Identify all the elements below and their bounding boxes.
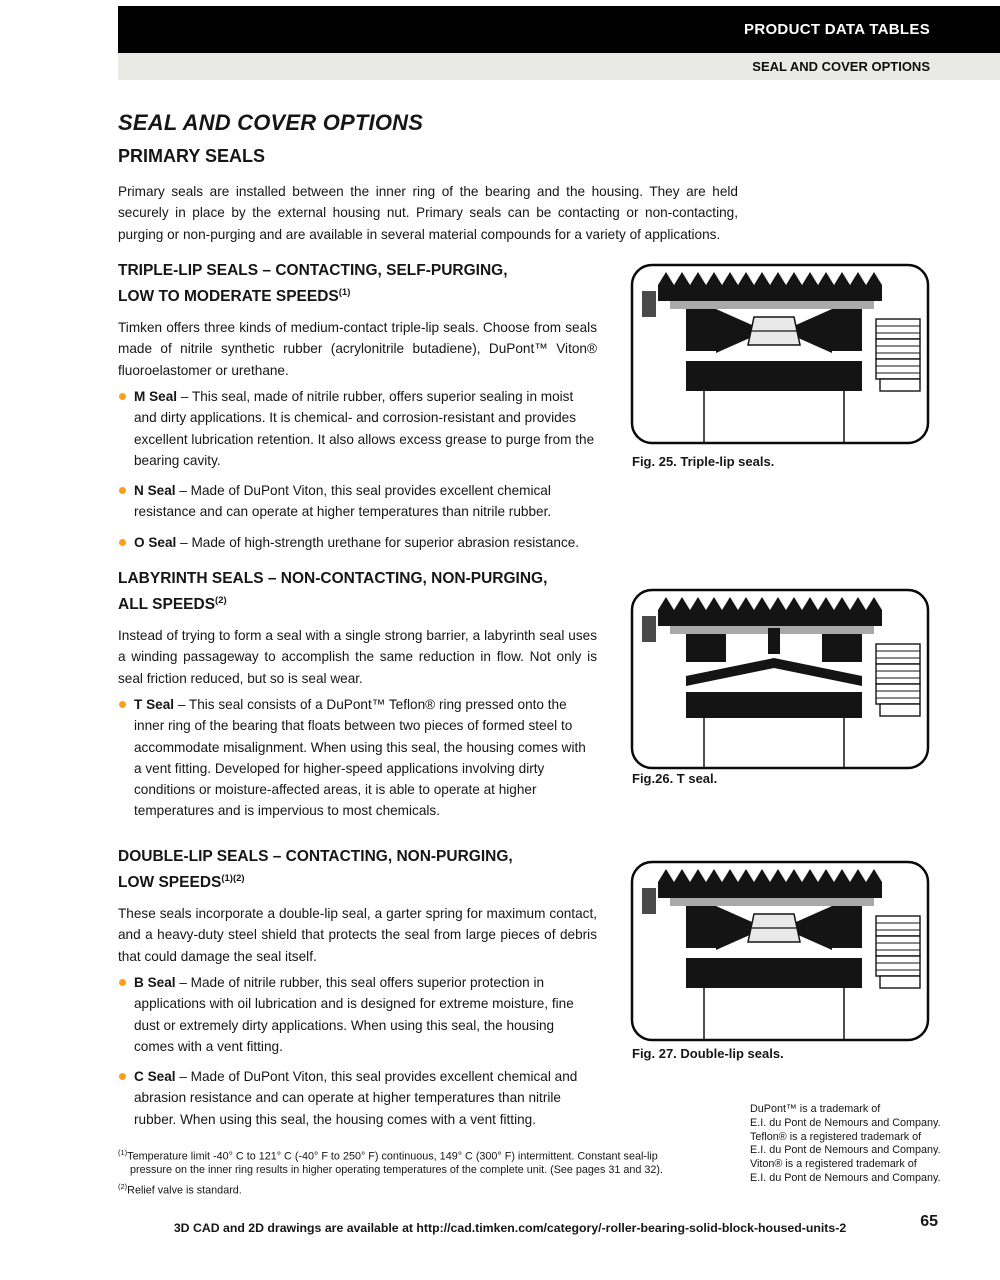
heading-line-1: DOUBLE-LIP SEALS – CONTACTING, NON-PURGING, xyxy=(118,848,513,865)
sub-header-bar xyxy=(118,53,1000,80)
footnotes xyxy=(118,1146,674,1200)
bullet-label: T Seal xyxy=(134,697,175,712)
bullet-text: – This seal consists of a DuPont™ Teflon® ring pressed onto the inner ring of the bearing that floats between two pieces of formed steel to accommodate misalignment. When using this seal, the housing comes with a vent fitting. Developed for higher-speed applications involving dirty conditions or moisture-affected areas, it is able to operate at higher temperatures and is impervious to most chemicals. xyxy=(134,697,586,819)
bullet-text: – This seal, made of nitrile rubber, offers superior sealing in moist and dirty applications. It is chemical- and corrosion-resistant and provides excellent lubrication retention. It also allows excess grease to purge from the bearing cavity. xyxy=(134,389,595,468)
bullet-b-seal xyxy=(118,972,597,1057)
top-header-label: PRODUCT DATA TABLES xyxy=(744,21,930,38)
fig-25-triple-lip-drawing xyxy=(630,263,930,445)
bullet-t-seal xyxy=(118,694,597,822)
top-header-bar xyxy=(118,6,1000,53)
section-heading-double-lip xyxy=(118,846,618,894)
intro-paragraph: Primary seals are installed between the inner ring of the bearing and the housing. They are held securely in place by the external housing nut. Primary seals can be contacting or non-contacting, purging or non-purging and are available in several material compounds for a variety of applications. xyxy=(118,184,738,242)
bullet-c-seal xyxy=(118,1066,597,1130)
trademark-line: DuPont™ is a trademark of xyxy=(750,1103,881,1115)
bullet-label: O Seal xyxy=(134,534,177,550)
section-heading-triple-lip xyxy=(118,260,618,308)
bullet-m-seal xyxy=(118,386,597,471)
bullet-icon xyxy=(119,979,126,986)
section-body-labyrinth: Instead of trying to form a seal with a single strong barrier, a labyrinth seal uses a winding passageway to accomplish the same reduction in flow. Not only is seal friction reduced, but so is seal wear. xyxy=(118,628,597,686)
bullet-label: C Seal xyxy=(134,1069,176,1085)
heading-line-2: ALL SPEEDS xyxy=(118,596,216,614)
bullet-icon xyxy=(119,701,126,708)
heading-footnote-ref: (2) xyxy=(215,595,227,606)
trademark-line: E.I. du Pont de Nemours and Company. xyxy=(750,1116,941,1129)
heading-footnote-ref: (1) xyxy=(338,287,351,298)
figure-26 xyxy=(630,588,930,770)
footnote-marker: (1) xyxy=(118,1148,128,1157)
figure-27-caption: Fig. 27. Double-lip seals. xyxy=(632,1046,784,1061)
page-number: 65 xyxy=(920,1213,938,1230)
trademark-line: Teflon® is a registered trademark of xyxy=(750,1130,922,1143)
bullet-icon xyxy=(119,539,126,546)
footnote-marker: (2) xyxy=(118,1181,128,1191)
trademark-line: E.I. du Pont de Nemours and Company. xyxy=(750,1171,941,1184)
bullet-label: N Seal xyxy=(134,483,176,499)
section-body-triple-lip: Timken offers three kinds of medium-contact triple-lip seals. Choose from seals made of nitrile synthetic rubber (acrylonitrile butadiene), DuPont™ Viton® fluoroelastomer or urethane. xyxy=(118,320,597,378)
bullet-icon xyxy=(119,487,126,494)
bullet-n-seal xyxy=(118,480,597,523)
footnote-text: Relief valve is standard. xyxy=(127,1184,242,1197)
section-body-double-lip: These seals incorporate a double-lip seal, a garter spring for maximum contact, and a heavy-duty steel shield that protects the seal from large pieces of debris that could damage the seal itself. xyxy=(118,906,597,964)
figure-25-caption: Fig. 25. Triple-lip seals. xyxy=(632,454,775,469)
page-title: SEAL AND COVER OPTIONS xyxy=(118,110,424,135)
heading-line-1: LABYRINTH SEALS – NON-CONTACTING, NON-PURGING, xyxy=(118,570,548,587)
bullet-label: B Seal xyxy=(134,975,176,990)
fig-27-double-lip-drawing xyxy=(630,860,930,1042)
bullet-text: – Made of DuPont Viton, this seal provides excellent chemical resistance and can operate at higher temperatures than nitrile rubber. xyxy=(134,483,552,520)
footnote-2 xyxy=(118,1180,674,1198)
bullet-icon xyxy=(119,393,126,400)
trademark-line: E.I. du Pont de Nemours and Company. xyxy=(750,1144,941,1157)
heading-footnote-ref: (1)(2) xyxy=(221,873,245,884)
bullet-list-labyrinth xyxy=(118,694,597,831)
section-heading-labyrinth xyxy=(118,568,618,616)
heading-line-2: LOW SPEEDS xyxy=(118,874,222,892)
footer-cad-url-text: 3D CAD and 2D drawings are available at http://cad.timken.com/category/-roller-bearing-solid-block-housed-units-2 xyxy=(173,1221,847,1235)
footnote-1 xyxy=(118,1146,674,1178)
bullet-text: – Made of high-strength urethane for superior abrasion resistance. xyxy=(176,534,580,550)
bullet-icon xyxy=(119,1073,126,1080)
bullet-text: – Made of nitrile rubber, this seal offers superior protection in applications with oil lubrication and is designed for extreme moisture, fine dust or extremely dirty applications. When using this seal, the housing comes with a vent fitting. xyxy=(134,975,574,1054)
figure-25 xyxy=(630,263,930,445)
bullet-o-seal xyxy=(118,532,597,553)
bullet-label: M Seal xyxy=(134,389,178,404)
heading-line-1: TRIPLE-LIP SEALS – CONTACTING, SELF-PURGING, xyxy=(118,262,508,279)
sub-header-label: SEAL AND COVER OPTIONS xyxy=(752,59,930,74)
heading-line-2: LOW TO MODERATE SPEEDS xyxy=(118,288,339,306)
bullet-text: – Made of DuPont Viton, this seal provides excellent chemical and abrasion resistance and can operate at higher temperatures than nitrile rubber. When using this seal, the housing comes with a vent fitting. xyxy=(134,1069,578,1127)
fig-26-t-seal-drawing xyxy=(630,588,930,770)
page-subtitle: PRIMARY SEALS xyxy=(118,146,266,166)
trademark-line: Viton® is a registered trademark of xyxy=(750,1158,917,1171)
trademark-notices xyxy=(750,1103,995,1186)
bullet-list-triple-lip xyxy=(118,386,597,562)
figure-26-caption: Fig.26. T seal. xyxy=(632,771,718,786)
figure-27 xyxy=(630,860,930,1042)
footnote-text: Temperature limit -40° C to 121° C (-40° F to 250° F) continuous, 149° C (300° F) intermittent. Constant seal-lip pressure on the inner ring results in higher operating temperatures of the complete unit. (See pages 31 and 32). xyxy=(127,1150,663,1177)
bullet-list-double-lip xyxy=(118,972,597,1139)
